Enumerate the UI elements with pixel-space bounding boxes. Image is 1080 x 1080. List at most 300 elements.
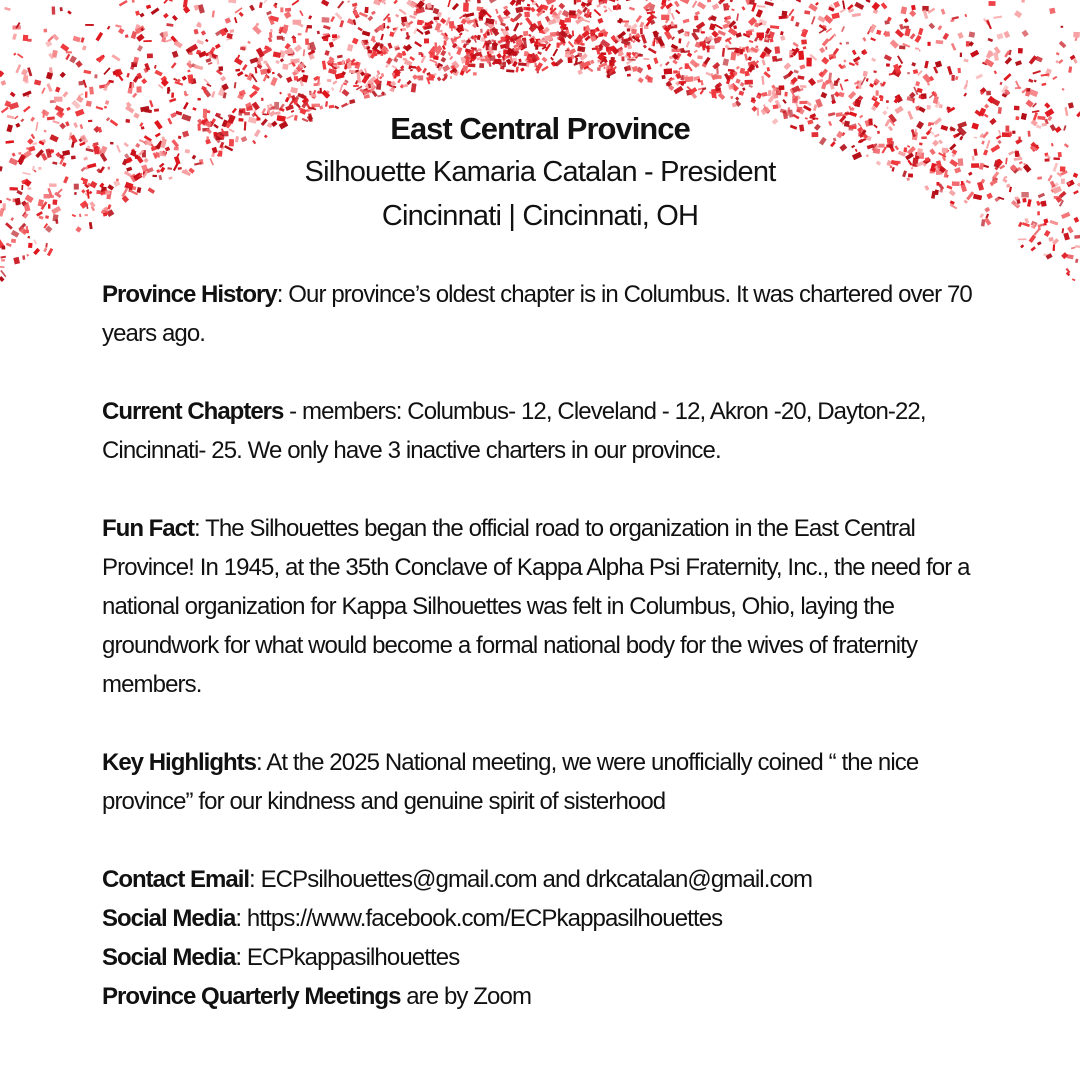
confetti-piece	[679, 81, 686, 84]
confetti-piece	[779, 85, 785, 90]
confetti-piece	[840, 83, 844, 90]
confetti-piece	[843, 59, 846, 62]
confetti-piece	[380, 34, 383, 40]
confetti-piece	[399, 9, 407, 15]
confetti-piece	[615, 0, 619, 1]
confetti-piece	[506, 69, 514, 72]
confetti-piece	[653, 57, 658, 64]
confetti-piece	[782, 11, 788, 17]
confetti-piece	[671, 23, 675, 27]
confetti-piece	[387, 17, 391, 22]
confetti-piece	[840, 8, 846, 13]
confetti-piece	[562, 10, 570, 18]
confetti-piece	[284, 11, 292, 19]
confetti-piece	[187, 70, 190, 73]
confetti-piece	[352, 3, 358, 7]
confetti-piece	[166, 23, 173, 27]
confetti-piece	[294, 44, 302, 52]
confetti-piece	[449, 56, 453, 60]
confetti-piece	[433, 56, 438, 60]
confetti-piece	[951, 75, 954, 81]
confetti-piece	[943, 33, 949, 40]
confetti-piece	[225, 18, 231, 24]
confetti-piece	[801, 39, 807, 44]
confetti-piece	[256, 48, 265, 58]
confetti-piece	[11, 239, 16, 244]
confetti-piece	[193, 29, 198, 35]
highlights-label: Key Highlights	[102, 749, 257, 776]
confetti-piece	[103, 67, 110, 75]
confetti-piece	[335, 12, 343, 20]
confetti-piece	[45, 243, 48, 248]
confetti-piece	[556, 43, 559, 48]
confetti-piece	[1015, 87, 1021, 89]
confetti-piece	[797, 75, 804, 79]
confetti-piece	[252, 25, 262, 35]
confetti-piece	[744, 71, 750, 77]
fun-fact-paragraph	[102, 509, 1007, 704]
confetti-piece	[739, 91, 745, 96]
confetti-piece	[915, 35, 922, 43]
confetti-piece	[15, 64, 21, 73]
confetti-piece	[569, 10, 576, 15]
confetti-piece	[269, 32, 272, 38]
confetti-piece	[546, 0, 556, 5]
confetti-piece	[63, 91, 69, 97]
confetti-piece	[228, 0, 236, 3]
confetti-piece	[715, 87, 720, 91]
confetti-piece	[907, 72, 910, 74]
confetti-piece	[862, 37, 866, 42]
confetti-piece	[444, 40, 447, 45]
confetti-piece	[866, 0, 871, 3]
confetti-piece	[239, 12, 244, 17]
confetti-piece	[808, 78, 816, 86]
confetti-piece	[821, 92, 828, 99]
confetti-piece	[409, 56, 415, 61]
confetti-piece	[476, 0, 481, 3]
confetti-piece	[69, 55, 77, 63]
confetti-piece	[730, 52, 736, 61]
confetti-piece	[524, 12, 530, 18]
confetti-piece	[135, 10, 140, 15]
confetti-piece	[881, 2, 887, 9]
confetti-piece	[317, 31, 320, 34]
confetti-piece	[627, 74, 631, 77]
confetti-piece	[172, 15, 178, 21]
confetti-piece	[904, 28, 910, 36]
confetti-piece	[1021, 0, 1025, 3]
chapters-label: Current Chapters	[102, 398, 284, 425]
confetti-piece	[821, 57, 829, 65]
confetti-piece	[1045, 68, 1052, 77]
confetti-piece	[915, 48, 919, 50]
confetti-piece	[685, 63, 689, 69]
confetti-piece	[770, 0, 772, 1]
confetti-piece	[745, 80, 753, 85]
confetti-piece	[692, 1, 697, 8]
social-media-handle-text: : ECPkappasilhouettes	[235, 944, 460, 971]
confetti-piece	[513, 23, 519, 32]
confetti-piece	[27, 39, 31, 42]
confetti-piece	[694, 15, 698, 20]
confetti-piece	[829, 54, 836, 60]
confetti-piece	[23, 35, 28, 41]
confetti-piece	[381, 73, 384, 77]
confetti-piece	[780, 35, 786, 41]
confetti-piece	[621, 56, 624, 61]
confetti-piece	[331, 87, 335, 91]
confetti-piece	[66, 51, 72, 53]
confetti-piece	[311, 94, 316, 98]
confetti-piece	[664, 30, 672, 39]
confetti-piece	[1018, 48, 1023, 53]
confetti-piece	[742, 6, 746, 10]
confetti-piece	[342, 89, 350, 97]
confetti-piece	[1071, 246, 1076, 249]
confetti-piece	[784, 92, 787, 97]
confetti-piece	[757, 33, 764, 39]
confetti-piece	[852, 50, 857, 55]
confetti-piece	[691, 32, 699, 41]
confetti-piece	[347, 0, 350, 3]
confetti-piece	[67, 10, 71, 14]
confetti-piece	[76, 96, 84, 103]
confetti-piece	[1059, 41, 1067, 48]
confetti-piece	[488, 0, 498, 3]
confetti-piece	[495, 9, 498, 14]
confetti-piece	[201, 30, 206, 35]
confetti-piece	[542, 57, 548, 63]
confetti-piece	[790, 16, 794, 22]
confetti-piece	[23, 76, 28, 82]
confetti-piece	[677, 29, 684, 35]
confetti-piece	[397, 79, 401, 84]
confetti-piece	[411, 83, 417, 92]
confetti-piece	[313, 83, 317, 86]
confetti-piece	[197, 39, 204, 45]
confetti-piece	[665, 0, 673, 1]
confetti-piece	[590, 60, 594, 64]
confetti-piece	[131, 62, 137, 67]
confetti-piece	[854, 2, 864, 10]
confetti-piece	[500, 22, 506, 27]
confetti-piece	[352, 38, 359, 45]
confetti-piece	[627, 28, 630, 31]
confetti-piece	[733, 72, 737, 76]
confetti-piece	[298, 33, 302, 35]
confetti-piece	[904, 18, 909, 23]
confetti-piece	[709, 23, 715, 30]
confetti-piece	[112, 54, 121, 61]
confetti-piece	[594, 9, 602, 16]
confetti-piece	[299, 10, 303, 16]
confetti-piece	[205, 39, 208, 42]
confetti-piece	[85, 24, 93, 26]
confetti-piece	[434, 17, 439, 20]
confetti-piece	[989, 1, 996, 6]
confetti-piece	[731, 9, 734, 11]
confetti-piece	[675, 10, 680, 15]
confetti-piece	[730, 96, 733, 99]
confetti-piece	[242, 64, 248, 71]
confetti-piece	[884, 54, 892, 61]
confetti-piece	[324, 50, 329, 56]
confetti-piece	[1026, 88, 1030, 91]
confetti-piece	[1, 259, 5, 261]
confetti-piece	[285, 50, 293, 54]
confetti-piece	[928, 23, 935, 30]
confetti-piece	[294, 76, 298, 80]
confetti-piece	[609, 60, 614, 66]
confetti-piece	[550, 57, 554, 61]
confetti-piece	[339, 20, 344, 28]
confetti-piece	[330, 16, 335, 22]
confetti-piece	[746, 30, 752, 35]
confetti-piece	[730, 0, 733, 2]
confetti-piece	[107, 26, 111, 30]
confetti-piece	[83, 70, 91, 75]
confetti-piece	[869, 83, 874, 87]
confetti-piece	[755, 45, 758, 48]
confetti-piece	[955, 76, 958, 80]
confetti-piece	[909, 10, 916, 17]
confetti-piece	[825, 47, 827, 50]
confetti-piece	[119, 0, 128, 6]
confetti-piece	[886, 63, 890, 66]
confetti-piece	[75, 60, 82, 67]
confetti-piece	[799, 101, 807, 104]
confetti-piece	[1041, 83, 1046, 86]
confetti-piece	[767, 67, 770, 71]
chapters-text: - members: Columbus- 12, Cleveland - 12, Akron -20, Dayton-22, Cincinnati- 25. We only have 3 inactive charters in our province.	[102, 398, 926, 464]
confetti-piece	[422, 68, 427, 74]
confetti-piece	[415, 65, 422, 72]
confetti-piece	[463, 3, 469, 12]
confetti-piece	[194, 65, 203, 70]
confetti-piece	[899, 24, 904, 30]
confetti-piece	[462, 65, 468, 72]
confetti-piece	[911, 5, 916, 10]
confetti-piece	[826, 28, 832, 33]
confetti-piece	[924, 61, 928, 69]
confetti-piece	[740, 68, 746, 74]
confetti-piece	[52, 6, 56, 14]
confetti-piece	[849, 62, 855, 66]
confetti-piece	[919, 49, 921, 52]
confetti-piece	[1075, 245, 1080, 248]
confetti-piece	[718, 30, 726, 36]
confetti-piece	[725, 15, 731, 20]
confetti-piece	[384, 2, 386, 5]
confetti-piece	[784, 62, 792, 70]
confetti-piece	[264, 0, 268, 3]
confetti-piece	[829, 82, 835, 90]
confetti-piece	[230, 29, 235, 33]
confetti-piece	[1032, 70, 1041, 74]
confetti-piece	[149, 100, 153, 107]
confetti-piece	[1035, 56, 1042, 62]
confetti-piece	[290, 87, 298, 93]
confetti-piece	[597, 18, 603, 24]
confetti-piece	[305, 39, 309, 45]
confetti-piece	[206, 58, 212, 63]
confetti-piece	[280, 58, 284, 62]
confetti-piece	[169, 98, 176, 103]
confetti-piece	[528, 34, 531, 37]
confetti-piece	[1000, 82, 1003, 85]
confetti-piece	[519, 22, 522, 25]
confetti-piece	[495, 59, 501, 64]
confetti-piece	[525, 17, 532, 25]
confetti-piece	[568, 41, 574, 48]
confetti-piece	[22, 255, 25, 260]
confetti-piece	[1034, 80, 1037, 83]
confetti-piece	[303, 49, 306, 56]
confetti-piece	[636, 37, 639, 39]
confetti-piece	[414, 41, 422, 47]
confetti-piece	[927, 83, 930, 86]
confetti-piece	[558, 3, 565, 10]
confetti-piece	[442, 45, 446, 50]
confetti-piece	[440, 18, 446, 24]
confetti-piece	[895, 29, 904, 38]
confetti-piece	[913, 99, 915, 103]
confetti-piece	[800, 85, 806, 88]
confetti-piece	[664, 68, 672, 74]
confetti-piece	[215, 44, 221, 49]
confetti-piece	[794, 70, 799, 74]
confetti-piece	[0, 276, 4, 282]
confetti-piece	[12, 33, 17, 40]
confetti-piece	[376, 74, 378, 78]
province-title: East Central Province	[390, 111, 690, 146]
confetti-piece	[308, 15, 312, 19]
confetti-piece	[975, 74, 983, 80]
confetti-piece	[302, 70, 305, 72]
confetti-piece	[723, 23, 730, 29]
confetti-piece	[332, 80, 337, 84]
confetti-piece	[388, 58, 391, 63]
confetti-piece	[466, 0, 470, 2]
confetti-piece	[740, 82, 745, 87]
confetti-piece	[370, 84, 374, 89]
confetti-piece	[311, 104, 320, 107]
confetti-piece	[678, 38, 681, 43]
province-info	[102, 275, 1007, 1016]
confetti-piece	[452, 3, 459, 10]
confetti-piece	[714, 24, 722, 30]
confetti-piece	[351, 62, 359, 65]
confetti-piece	[347, 44, 354, 52]
confetti-piece	[996, 33, 1003, 40]
confetti-piece	[237, 55, 240, 59]
confetti-piece	[208, 62, 213, 65]
confetti-piece	[13, 53, 16, 56]
confetti-piece	[530, 7, 535, 12]
confetti-piece	[132, 93, 137, 98]
confetti-piece	[574, 54, 579, 58]
confetti-piece	[465, 48, 471, 53]
confetti-piece	[131, 31, 138, 39]
confetti-piece	[518, 62, 527, 66]
confetti-piece	[448, 52, 451, 56]
confetti-piece	[572, 31, 574, 37]
confetti-piece	[988, 38, 993, 42]
confetti-piece	[259, 2, 263, 8]
confetti-piece	[757, 95, 760, 98]
confetti-piece	[0, 266, 5, 268]
contact-email-label: Contact Email	[102, 866, 250, 893]
confetti-piece	[950, 19, 954, 22]
confetti-piece	[690, 59, 699, 68]
confetti-piece	[417, 20, 423, 25]
confetti-piece	[302, 74, 309, 82]
confetti-piece	[327, 79, 332, 82]
confetti-piece	[169, 0, 173, 2]
confetti-piece	[478, 48, 482, 51]
confetti-piece	[819, 47, 825, 53]
confetti-piece	[523, 31, 529, 36]
confetti-piece	[913, 69, 918, 74]
confetti-piece	[722, 48, 725, 57]
confetti-piece	[1073, 58, 1077, 63]
confetti-piece	[307, 25, 312, 28]
confetti-piece	[78, 81, 83, 86]
confetti-piece	[958, 68, 961, 73]
confetti-piece	[935, 61, 942, 68]
confetti-piece	[697, 55, 702, 59]
confetti-piece	[172, 51, 179, 58]
confetti-piece	[447, 0, 451, 7]
confetti-piece	[603, 5, 607, 8]
confetti-piece	[1028, 79, 1033, 83]
confetti-piece	[780, 31, 784, 35]
confetti-piece	[46, 83, 52, 92]
confetti-piece	[322, 61, 326, 70]
confetti-piece	[473, 72, 477, 75]
confetti-piece	[82, 45, 86, 50]
confetti-piece	[804, 10, 810, 14]
confetti-piece	[936, 40, 944, 44]
confetti-piece	[770, 25, 779, 29]
confetti-piece	[774, 46, 780, 54]
president-line: Silhouette Kamaria Catalan - President	[304, 156, 776, 188]
confetti-piece	[163, 13, 169, 19]
confetti-piece	[342, 60, 344, 65]
confetti-piece	[927, 42, 930, 46]
confetti-piece	[553, 48, 559, 56]
confetti-piece	[188, 52, 192, 55]
confetti-piece	[237, 71, 243, 76]
confetti-piece	[886, 100, 889, 103]
confetti-piece	[349, 99, 355, 104]
confetti-piece	[701, 31, 705, 33]
confetti-piece	[1031, 246, 1036, 251]
highlights-text: : At the 2025 National meeting, we were unofficially coined “ the nice province” for our kindness and genuine spirit of sisterhood	[102, 749, 919, 815]
confetti-piece	[604, 9, 608, 12]
confetti-piece	[796, 0, 801, 2]
confetti-piece	[1058, 59, 1063, 64]
confetti-piece	[871, 58, 876, 63]
confetti-piece	[247, 41, 250, 44]
confetti-piece	[736, 66, 740, 70]
confetti-piece	[292, 0, 300, 6]
confetti-piece	[65, 54, 70, 60]
confetti-piece	[686, 41, 690, 48]
confetti-piece	[1029, 89, 1038, 97]
confetti-piece	[434, 42, 437, 47]
